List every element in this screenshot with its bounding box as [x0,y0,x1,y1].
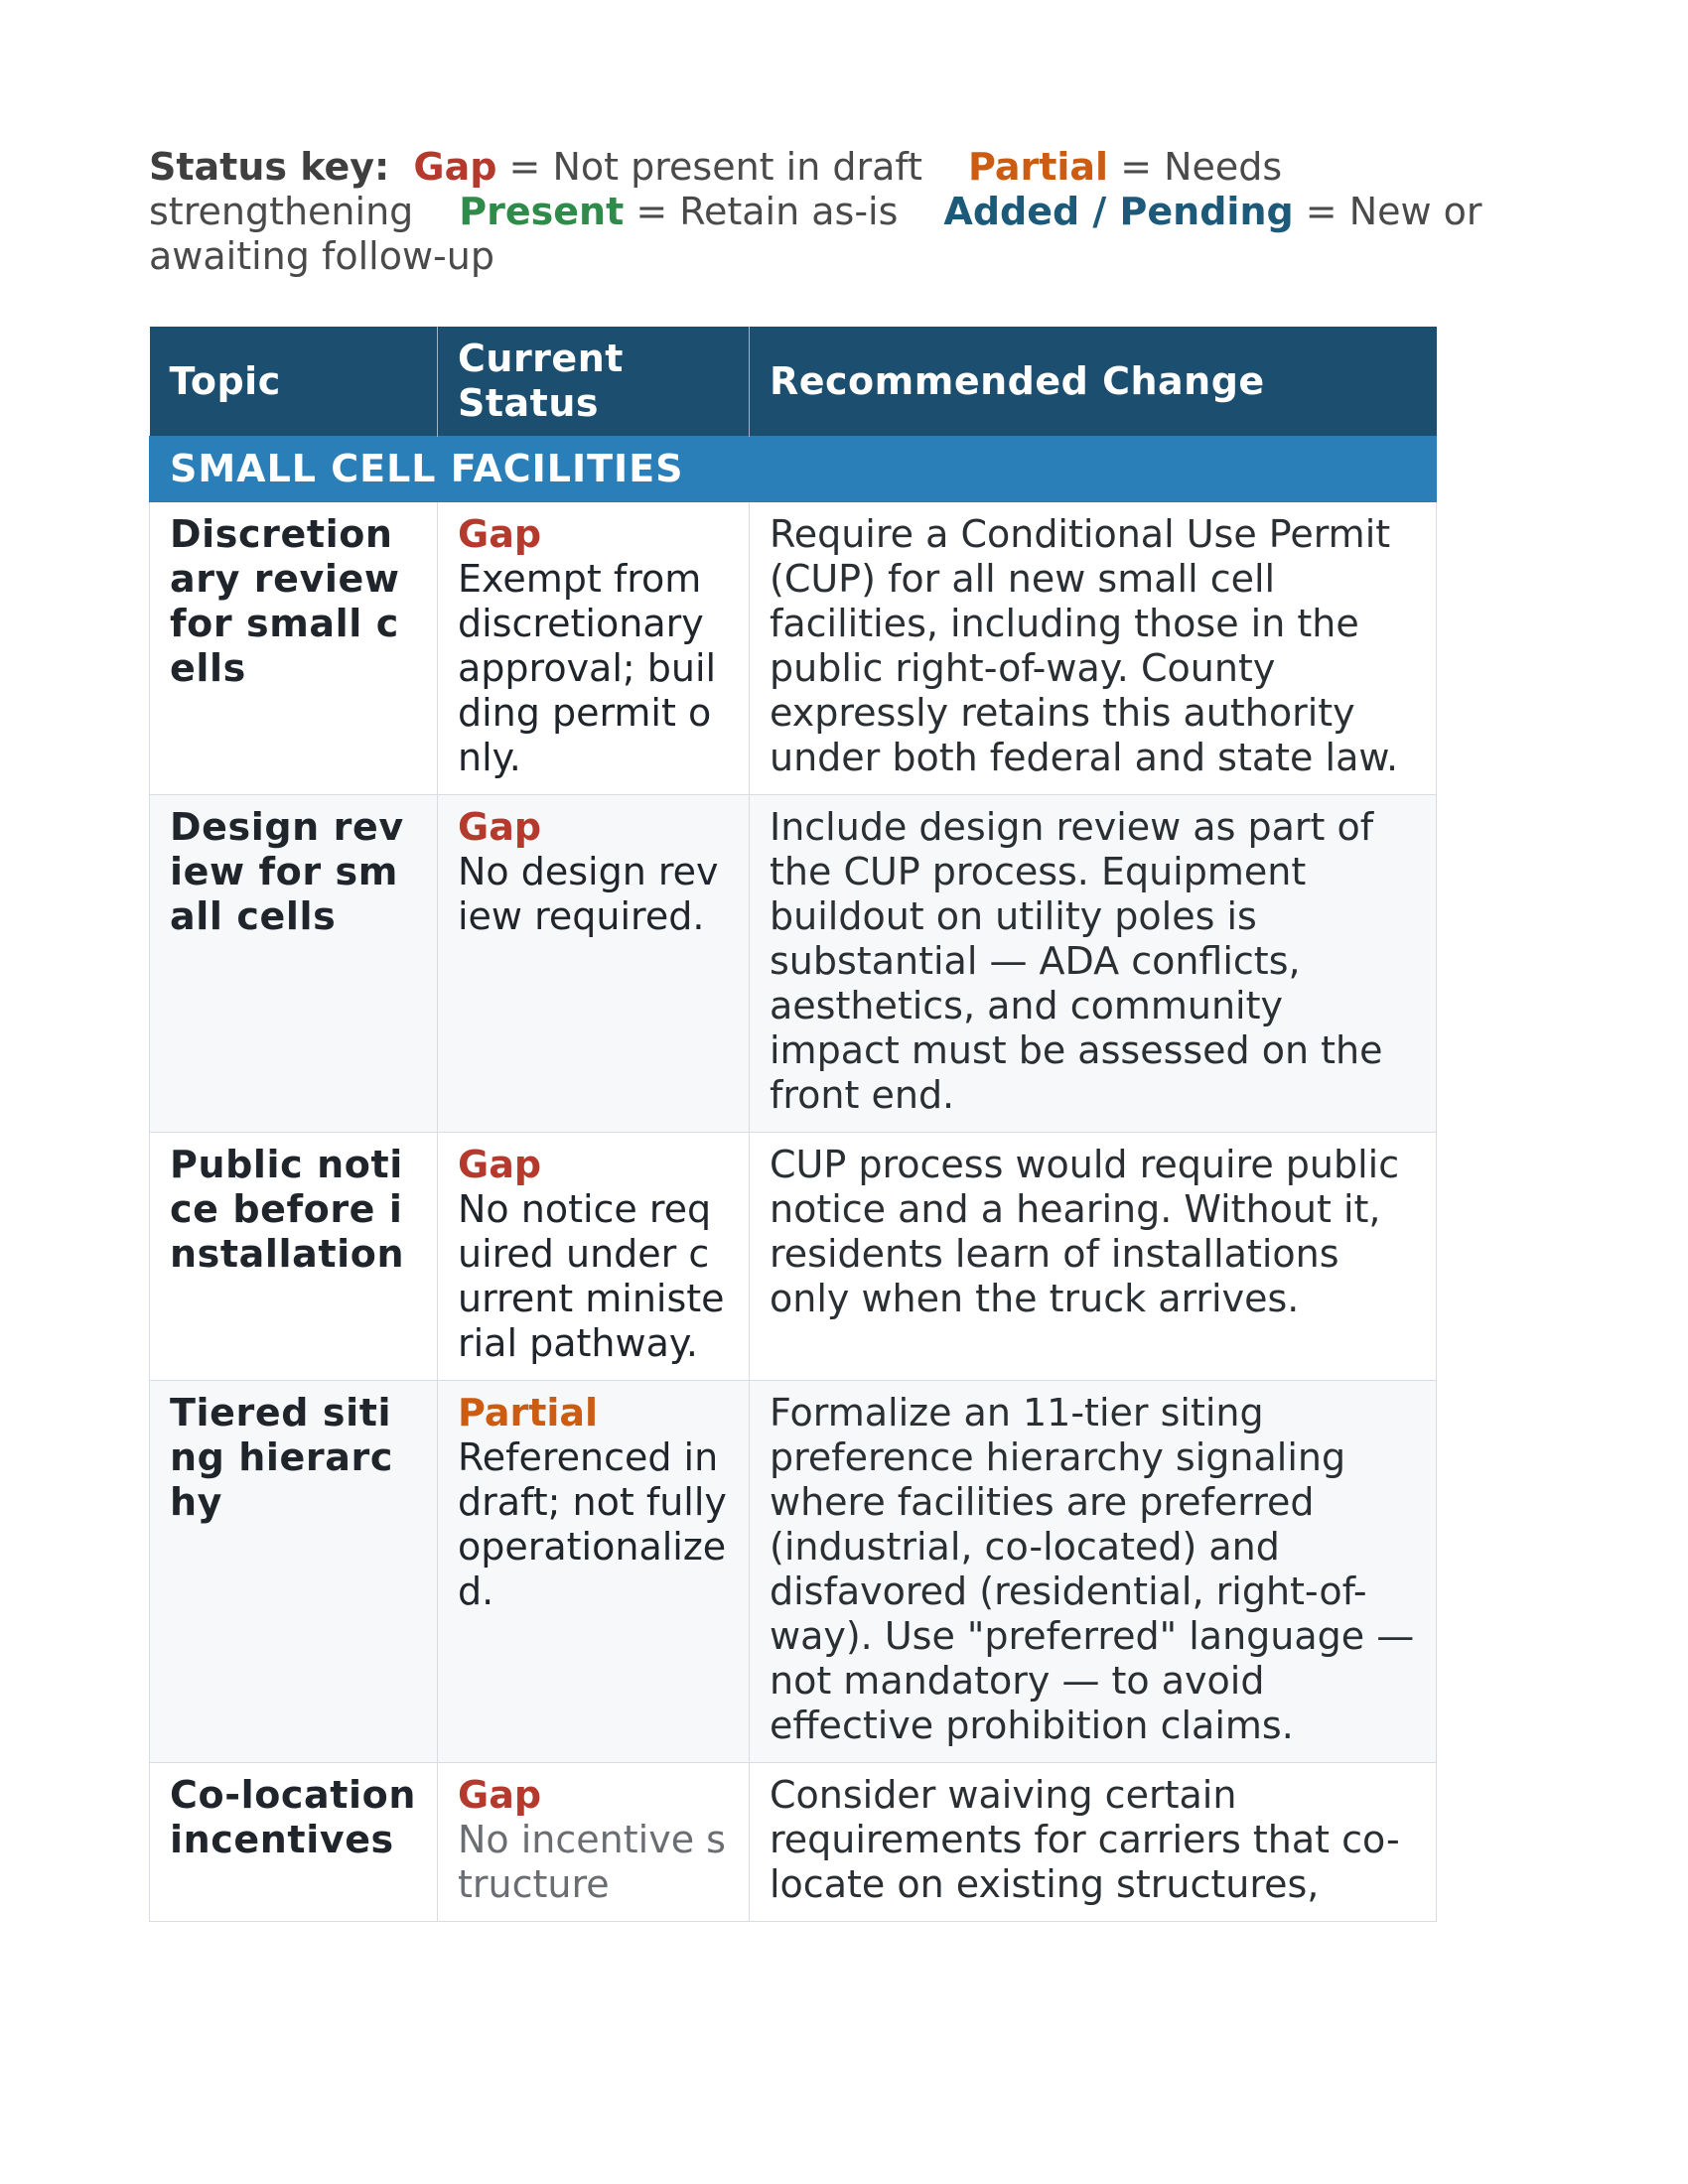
row-recommended-change: CUP process would require public notice and a hearing. Without it, residents learn of installations only when the truck arrives. [750,1133,1437,1381]
table-row [150,1381,1437,1763]
header-recommended-change: Recommended Change [750,327,1437,437]
document-page [149,145,1539,1922]
legend-gap-desc: = Not present in draft [508,145,923,189]
legend-partial-term: Partial [968,145,1109,189]
legend-present-desc: = Retain as-is [635,190,899,233]
status-description: Exempt from discretionary approval; building permit only. [458,557,717,779]
status-key-legend [149,145,1539,279]
row-topic: Co-location incentives [150,1763,438,1922]
row-status-cell [438,795,750,1133]
row-topic: Design review for small cells [150,795,438,1133]
legend-gap-term: Gap [413,145,497,189]
header-topic: Topic [150,327,438,437]
section-title: SMALL CELL FACILITIES [150,437,1437,502]
row-topic: Public notice before installation [150,1133,438,1381]
legend-present-term: Present [459,190,625,233]
recommendations-table [149,327,1437,1922]
status-badge: Gap [458,805,542,849]
status-description: No incentive structure [458,1818,726,1906]
status-badge: Gap [458,512,542,556]
table-row [150,795,1437,1133]
row-status-cell [438,1133,750,1381]
status-badge: Gap [458,1143,542,1186]
legend-partial-desc: = Needs strengthening [149,145,1283,233]
row-recommended-change: Consider waiving certain requirements for carriers that co-locate on existing structures, [750,1763,1437,1922]
row-recommended-change: Require a Conditional Use Permit (CUP) for all new small cell facilities, including those in the public right-of-way. County expressly retains this authority under both federal and state law. [750,502,1437,795]
header-current-status: Current Status [438,327,750,437]
row-recommended-change: Include design review as part of the CUP process. Equipment buildout on utility poles is substantial — ADA conflicts, aesthetics, and community impact must be assessed on the front end. [750,795,1437,1133]
status-key-label: Status key: [149,145,390,189]
status-description: Referenced in draft; not fully operationalized. [458,1435,727,1613]
status-badge: Gap [458,1773,542,1817]
row-recommended-change: Formalize an 11-tier siting preference hierarchy signaling where facilities are preferred (industrial, co-located) and disfavored (residential, right-of-way). Use "preferred" language — not mandatory — to avoid effective prohibition claims. [750,1381,1437,1763]
status-badge: Partial [458,1391,599,1434]
status-description: No design review required. [458,850,719,938]
row-topic: Tiered siting hierarchy [150,1381,438,1763]
row-status-cell [438,1381,750,1763]
table-header-row [150,327,1437,437]
row-status-cell [438,502,750,795]
table-row [150,502,1437,795]
row-topic: Discretionary review for small cells [150,502,438,795]
row-status-cell [438,1763,750,1922]
section-row [150,437,1437,502]
legend-added-desc: = New or awaiting follow-up [149,190,1482,278]
status-description: No notice required under current ministerial pathway. [458,1187,725,1365]
table-row [150,1763,1437,1922]
table-row [150,1133,1437,1381]
legend-added-term: Added / Pending [943,190,1294,233]
